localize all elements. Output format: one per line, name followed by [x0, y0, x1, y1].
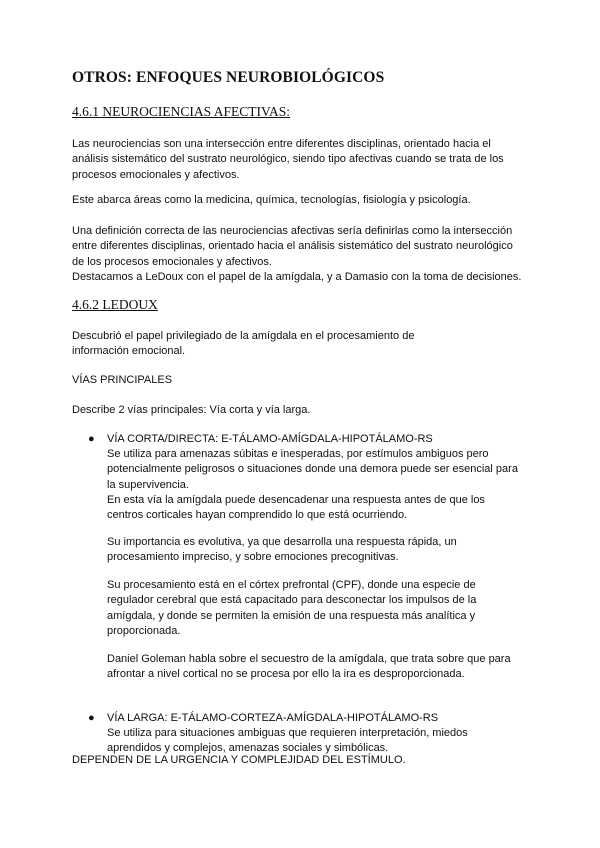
text-line: Describe 2 vías principales: Vía corta y vía larga. — [72, 404, 311, 416]
section-heading-ledoux: 4.6.2 LEDOUX — [72, 297, 158, 312]
text-line: amígdala, y donde se permiten la emisión de una respuesta más analítica y — [107, 609, 476, 622]
text-line: Su importancia es evolutiva, ya que desarrolla una respuesta rápida, un — [107, 536, 457, 548]
bullet-heading: VÍA LARGA: E-TÁLAMO-CORTEZA-AMÍGDALA-HIPOTÁLAMO-RS — [107, 712, 439, 724]
text-line: Se utiliza para amenazas súbitas e inesperadas, por estímulos ambiguos pero — [107, 448, 489, 460]
text-line: regulador cerebral que está capacitado para desconectar los impulsos de la — [107, 594, 477, 607]
text-line: análisis sistemático del sustrato neurológico, siendo tipo afectivas cuando se trata de los — [72, 153, 504, 166]
text-line: Las neurociencias son una intersección entre diferentes disciplinas, orientado hacia el — [72, 138, 491, 150]
text-line: Daniel Goleman habla sobre el secuestro de la amígdala, que trata sobre que para — [107, 653, 511, 665]
text-line: procesos emocionales y afectivos. — [72, 168, 240, 181]
text-line: Se utiliza para situaciones ambiguas que requieren interpretación, miedos — [107, 727, 468, 739]
text-line: Su procesamiento está en el córtex prefrontal (CPF), donde una especie de — [107, 579, 476, 591]
text-line: DEPENDEN DE LA URGENCIA Y COMPLEJIDAD DEL ESTÍMULO. — [72, 754, 406, 766]
text-line: Una definición correcta de las neurociencias afectivas sería definirlas como la intersección — [72, 225, 513, 237]
bullet-marker: ● — [88, 712, 95, 724]
text-line: En esta vía la amígdala puede desencadenar una respuesta antes de que los — [107, 493, 485, 506]
text-line: afrontar a nivel cortical no se procesa por ello la ira es desproporcionada. — [107, 668, 465, 681]
bullet-heading: VÍA CORTA/DIRECTA: E-TÁLAMO-AMÍGDALA-HIPOTÁLAMO-RS — [107, 433, 433, 445]
paragraph-areas — [72, 193, 532, 208]
page-title: OTROS: ENFOQUES NEUROBIOLÓGICOS — [72, 69, 385, 86]
subheading-vias-principales — [72, 373, 532, 388]
paragraph-two-paths — [72, 403, 532, 418]
paragraph-correct-definition — [72, 224, 532, 285]
via-corta-goleman — [107, 652, 527, 683]
text-line: entre diferentes disciplinas, orientado hacia el análisis sistemático del sustrato neurológico — [72, 240, 513, 253]
text-line: aprendidos y complejos, amenazas sociales y simbólicas. — [107, 742, 389, 755]
text-line: información emocional. — [72, 345, 186, 358]
paragraph-discovery — [72, 329, 532, 360]
text-line: la supervivencia. — [107, 478, 189, 491]
paragraph-definition — [72, 137, 532, 183]
text-line: VÍAS PRINCIPALES — [72, 374, 173, 386]
text-line: Este abarca áreas como la medicina, química, tecnologías, fisiología y psicología. — [72, 194, 471, 206]
text-line: de los procesos emocionales y afectivos. — [72, 255, 272, 268]
text-line: proporcionada. — [107, 624, 181, 637]
via-corta-processing — [107, 578, 527, 639]
via-larga-description — [107, 726, 527, 757]
via-corta-importance — [107, 535, 527, 566]
text-line: procesamiento impreciso, y sobre emociones precognitivas. — [107, 551, 399, 564]
text-line: potencialmente peligrosos o situaciones donde una demora puede ser esencial para — [107, 463, 518, 476]
text-line: centros corticales hayan comprendido lo que está ocurriendo. — [107, 509, 408, 522]
via-corta-description — [107, 447, 527, 523]
text-line: Destacamos a LeDoux con el papel de la amígdala, y a Damasio con la toma de decisiones. — [72, 270, 522, 283]
text-line: Descubrió el papel privilegiado de la amígdala en el procesamiento de — [72, 330, 415, 342]
section-heading-neurociencias: 4.6.1 NEUROCIENCIAS AFECTIVAS: — [72, 104, 291, 119]
closing-statement — [72, 753, 532, 768]
bullet-marker: ● — [88, 433, 95, 445]
